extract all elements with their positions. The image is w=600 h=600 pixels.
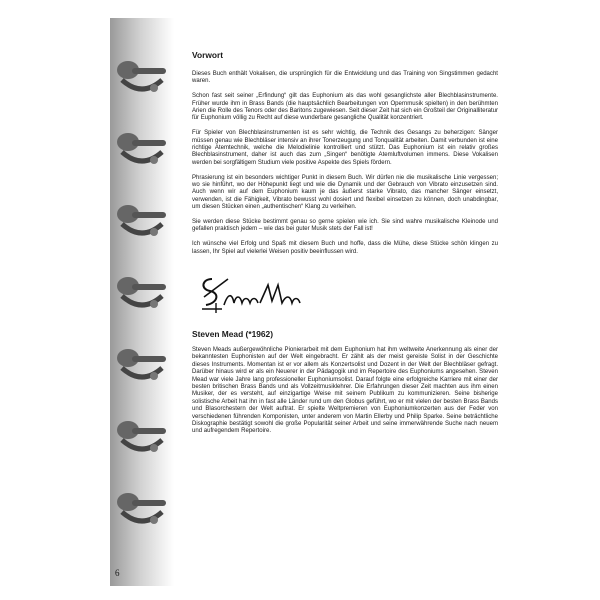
section-title: Vorwort: [192, 50, 224, 60]
paragraph: Dieses Buch enthält Vokalisen, die ursprünglich für die Entwicklung und das Training von Singstimmen gedacht waren.: [192, 71, 498, 85]
paragraph: Schon fast seit seiner „Erfindung“ gilt das Euphonium als das wohl gesanglichste aller Blechblasinstrumente. Früher wurde ihm in Brass Bands (die hauptsächlich Bearbeitungen von Opernmusik spielten) in den berühmten Arien die Rolle des Tenors oder des Baritons zugewiesen. Seit dieser Zeit hat sich ein Großteil der Originalliteratur für Euphonium völlig zu Recht auf diese wunderbare gesangliche Qualität konzentriert.: [192, 93, 498, 122]
euphonium-icon: [114, 130, 170, 178]
paragraph: Phrasierung ist ein besonders wichtiger Punkt in diesem Buch. Wir dürfen nie die musikalische Linie vergessen; wo sie hinführt, wo der Höhepunkt liegt und wie die Dynamik und der Gebrauch von Vibrato einzusetzen sind. Auch wenn wir auf dem Euphonium kaum je das äußerst starke Vibrato, das mancher Sänger einsetzt, verwenden, ist die Fähigkeit, Vibrato bewusst wohl dosiert und flexibel einsetzen zu können, doch unabdingbar, um diesen Stücken einen „authentischen“ Klang zu verleihen.: [192, 174, 498, 211]
euphonium-icon: [114, 58, 170, 106]
euphonium-icon: [114, 490, 170, 538]
text-column: [192, 50, 498, 443]
decorative-strip: [110, 18, 174, 586]
handwritten-signature: [198, 273, 308, 315]
euphonium-icon: [114, 202, 170, 250]
paragraph: Ich wünsche viel Erfolg und Spaß mit diesem Buch und hoffe, dass die Mühe, diese Stücke schön klingen zu lassen, Ihr Spiel auf vielerlei Weisen positiv beeinflussen wird.: [192, 241, 498, 255]
euphonium-icon: [114, 346, 170, 394]
bio-heading: Steven Mead (*1962): [192, 328, 273, 339]
euphonium-icon: [114, 418, 170, 466]
bio-paragraph: Steven Meads außergewöhnliche Pionierarbeit mit dem Euphonium hat ihm weltweite Anerkennung als einer der bekanntesten Euphonisten auf der Welt eingebracht. Er zählt als der meist gereiste Solist in der Geschichte dieses Instruments. Momentan ist er vor allem als Konzertsolist und Dozent in der Welt der Blechbläser gefragt. Darüber hinaus wird er als ein Neuerer in der Pädagogik und im Repertoire des Euphoniums angesehen. Steven Mead war viele Jahre lang professioneller Euphoniumsolist. Darauf folgte eine erfolgreiche Karriere mit einer der besten britischen Brass Bands und als Vollzeitmusiklehrer. Die Erfahrungen dieser Zeit machten aus ihm einen Musiker, der es versteht, auf einzigartige Weise mit seinem Publikum zu kommunizieren. Seine bisherige solistische Arbeit hat ihn in fast alle Länder rund um den Globus geführt, wo er mit vielen der besten Brass Bands und Blasorchestern der Welt auftrat. Er spielte Weltpremieren von Euphoniumkonzerten aus der Feder von verschiedenen führenden Komponisten, unter anderem von Martin Ellerby und Philip Sparke. Seine beträchtliche Diskographie bestätigt sowohl die große Popularität seiner Arbeit und seine immerwährende Suche nach neuem und aufregendem Repertoire.: [192, 346, 498, 435]
paragraph: Sie werden diese Stücke bestimmt genau so gerne spielen wie ich. Sie sind wahre musikalische Kleinode und gefallen praktisch jedem – wie das bei guter Musik stets der Fall ist!: [192, 219, 498, 233]
page-number: 6: [115, 568, 120, 578]
euphonium-icon: [114, 274, 170, 322]
paragraph: Für Spieler von Blechblasinstrumenten ist es sehr wichtig, die Technik des Gesangs zu beherzigen: Sänger müssen genau wie Blechbläser intensiv an ihrer Tonerzeugung und Tonqualität arbeiten. Damit verbunden ist eine richtige Atemtechnik, welche die Melodielinie kontrolliert und stützt. Das Euphonium ist ein relativ großes Blechblasinstrument, daher ist auch das zum „Singen“ benötigte Atemluftvolumen immens. Diese Vokalisen werden bei sorgfältigem Studium viele positive Aspekte des Spiels fördern.: [192, 130, 498, 166]
